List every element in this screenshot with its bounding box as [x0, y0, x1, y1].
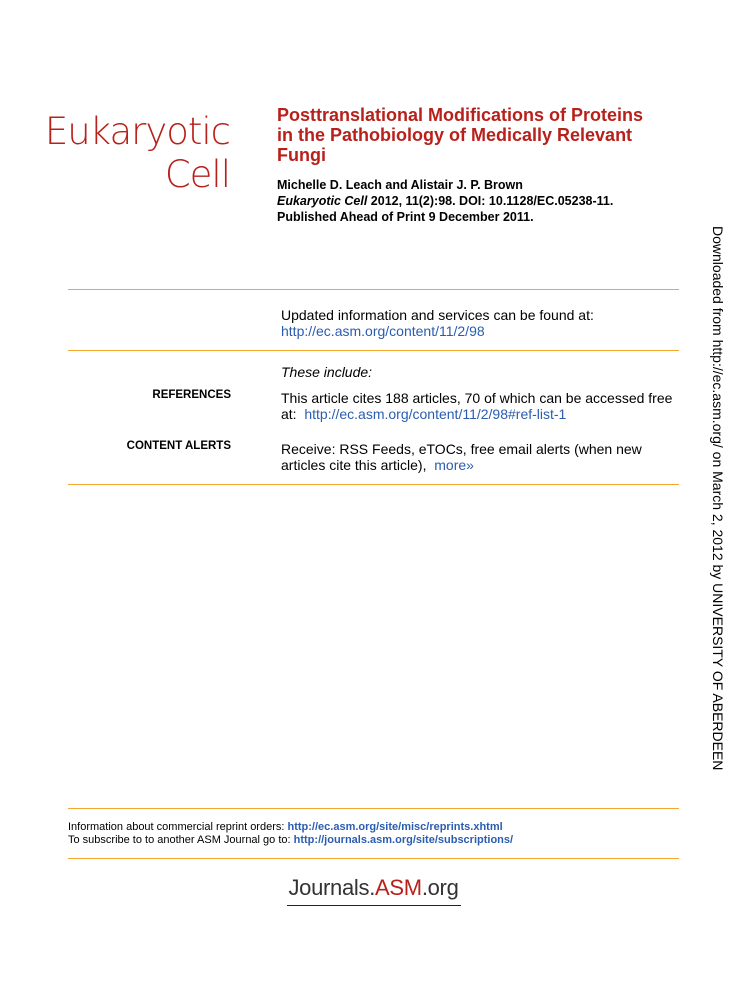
article-title: [277, 105, 687, 165]
article-link[interactable]: http://ec.asm.org/content/11/2/98: [281, 323, 485, 339]
journal-logo-line2: Cell: [164, 153, 230, 196]
divider: [68, 350, 679, 351]
updated-info: [281, 307, 681, 339]
content-alerts-text: [281, 441, 681, 473]
divider: [68, 484, 679, 485]
subscribe-text: To subscribe to to another ASM Journal go to:: [68, 834, 291, 846]
authors: Michelle D. Leach and Alistair J. P. Brown: [277, 178, 523, 192]
references-label: REFERENCES: [152, 389, 231, 401]
divider: [68, 808, 679, 809]
brand-asm: ASM: [375, 875, 422, 900]
subscribe-link[interactable]: http://journals.asm.org/site/subscriptions/: [293, 834, 514, 846]
brand-part: .org: [421, 875, 459, 900]
citation: 2012, 11(2):98. DOI: 10.1128/EC.05238-11.: [367, 194, 614, 208]
divider: [68, 858, 679, 859]
article-meta: [277, 177, 697, 225]
journal-name: Eukaryotic Cell: [277, 194, 368, 208]
these-include: These include:: [281, 364, 373, 380]
download-watermark: Downloaded from http://ec.asm.org/ on March 2, 2012 by UNIVERSITY OF ABERDEEN: [710, 226, 726, 771]
alerts-line: articles cite this article),: [281, 457, 427, 473]
title-line: in the Pathobiology of Medically Relevant: [277, 125, 633, 145]
journal-logo-line1: Eukaryotic: [44, 110, 230, 153]
citation-line: [277, 193, 697, 209]
title-line: Fungi: [277, 145, 326, 165]
references-line: This article cites 188 articles, 70 of which can be accessed free: [281, 390, 673, 406]
references-prefix: at:: [281, 406, 297, 422]
alerts-line: Receive: RSS Feeds, eTOCs, free email alerts (when new: [281, 441, 642, 457]
brand-part: Journals.: [288, 875, 376, 900]
journals-asm-logo[interactable]: [0, 875, 747, 901]
reprints-text: Information about commercial reprint orders:: [68, 821, 285, 833]
reprints-link[interactable]: http://ec.asm.org/site/misc/reprints.xhtml: [287, 821, 503, 833]
published-date: Published Ahead of Print 9 December 2011.: [277, 210, 534, 224]
brand-underline: [287, 905, 461, 906]
content-alerts-label: CONTENT ALERTS: [126, 440, 231, 452]
title-line: Posttranslational Modifications of Proteins: [277, 105, 644, 125]
references-link[interactable]: http://ec.asm.org/content/11/2/98#ref-list-1: [304, 406, 567, 422]
more-link[interactable]: more»: [434, 457, 474, 473]
divider: [68, 289, 679, 290]
references-text: [281, 390, 681, 422]
updated-text: Updated information and services can be found at:: [281, 307, 594, 323]
footer: [68, 821, 688, 847]
